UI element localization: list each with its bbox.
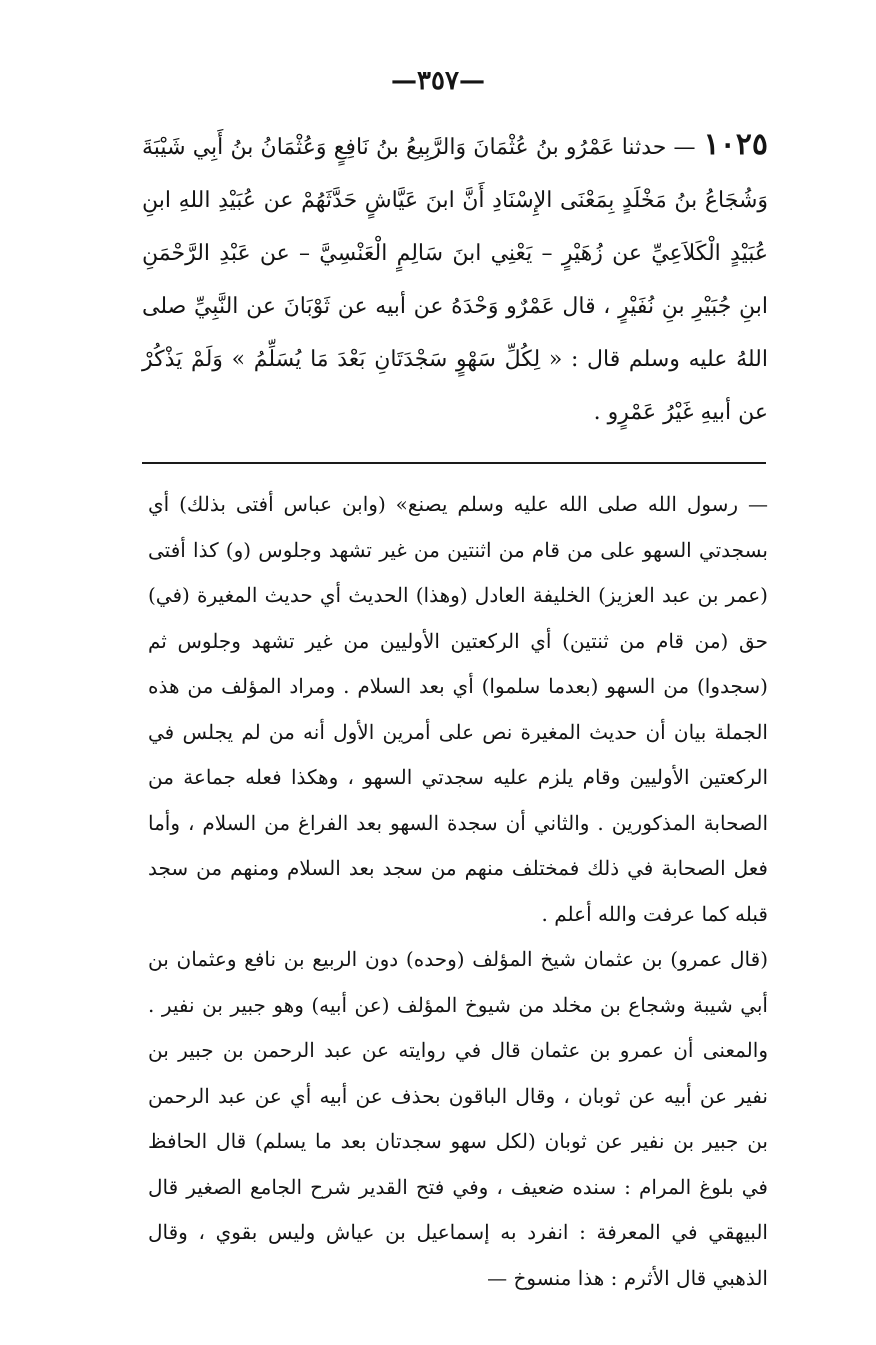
hadith-body: — حدثنا عَمْرُو بنُ عُثْمَانَ وَالرَّبِيعُ بنُ نَافِعٍ وَعُثْمَانُ بنُ أَبِي شَيْبَةَ وَشُجَاعُ بنُ مَخْلَدٍ بِمَعْنَى الإِسْنَادِ أَنَّ ابنَ عَيَّاشٍ حَدَّثَهُمْ عن عُبَيْدِ اللهِ ابنِ عُبَيْدٍ الْكَلاَعِيِّ عن زُهَيْرٍ – يَعْنِي ابنَ سَالِمٍ الْعَنْسِيَّ – عن عَبْدِ الرَّحْمَنِ ابنِ جُبَيْرِ بنِ نُفَيْرٍ ، قال عَمْرٌو وَحْدَهُ عن أبيه عن ثَوْبَانَ عن النَّبِيِّ صلى اللهُ عليه وسلم قال : « لِكُلِّ سَهْوٍ سَجْدَتَانِ بَعْدَ مَا يُسَلِّمُ » وَلَمْ يَذْكُرْ عن أبيهِ غَيْرُ عَمْرٍو . xyxy=(142,135,768,425)
hadith-number: ١٠٢٥ xyxy=(703,127,768,162)
commentary-paragraph: (قال عمرو) بن عثمان شيخ المؤلف (وحده) دون الربيع بن نافع وعثمان بن أبي شيبة وشجاع بن مخلد من شيوخ المؤلف (عن أبيه) وهو جبير بن نفير . والمعنى أن عمرو بن عثمان قال في روايته عن عبد الرحمن بن جبير بن نفير عن أبيه عن ثوبان ، وقال الباقون بحذف عن أبيه أي عن عبد الرحمن بن جبير بن نفير عن ثوبان (لكل سهو سجدتان بعد ما يسلم) قال الحافظ في بلوغ المرام : سنده ضعيف ، وفي فتح القدير شرح الجامع الصغير قال البيهقي في المعرفة : انفرد به إسماعيل بن عياش وليس بقوي ، وقال الذهبي قال الأثرم : هذا منسوخ — xyxy=(148,947,768,1290)
commentary-block xyxy=(148,482,768,1301)
page-number: —٣٥٧— xyxy=(391,66,485,96)
hadith-text-block xyxy=(142,118,768,439)
commentary-paragraph: — رسول الله صلى الله عليه وسلم يصنع» (وابن عباس أفتى بذلك) أي بسجدتي السهو على من قام من اثنتين من غير تشهد وجلوس (و) كذا أفتى (عمر بن عبد العزيز) الخليفة العادل (وهذا) الحديث أي حديث المغيرة (في) حق (من قام من ثنتين) أي الركعتين الأوليين من غير تشهد وجلوس ثم (سجدوا) من السهو (بعدما سلموا) أي بعد السلام . ومراد المؤلف من هذه الجملة بيان أن حديث المغيرة نص على أمرين الأول أنه من لم يجلس في الركعتين الأوليين وقام يلزم عليه سجدتي السهو ، وهكذا فعله جماعة من الصحابة المذكورين . والثاني أن سجدة السهو بعد الفراغ من السلام ، وأما فعل الصحابة في ذلك فمختلف منهم من سجد بعد السلام ومنهم من سجد قبله كما عرفت والله أعلم . xyxy=(148,492,768,926)
section-divider xyxy=(142,462,766,464)
